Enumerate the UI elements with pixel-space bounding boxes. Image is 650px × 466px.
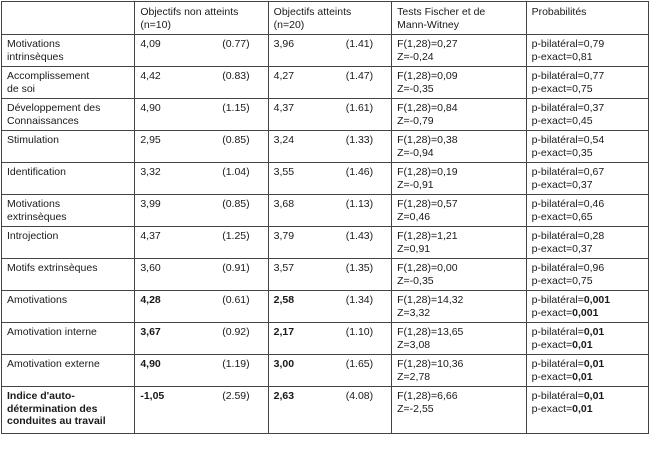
group-not-achieved-sd: (1.04) <box>222 166 250 178</box>
group-not-achieved-cell <box>135 195 268 227</box>
group-not-achieved-cell <box>135 131 268 163</box>
group-achieved-mean: 4,27 <box>273 70 295 82</box>
group-achieved-sd: (1.46) <box>345 166 374 178</box>
row-label <box>2 259 135 291</box>
group-achieved-mean: 2,58 <box>273 294 295 306</box>
p-bilateral: p-bilatéral=0,28 <box>531 230 605 242</box>
p-exact: p-exact=0,81 <box>531 50 593 63</box>
p-exact <box>532 339 644 352</box>
table-row <box>2 195 649 227</box>
group-not-achieved-mean: -1,05 <box>140 390 165 402</box>
group-achieved-sd: (1.61) <box>345 102 374 114</box>
p-exact: p-exact=0,65 <box>531 210 593 223</box>
group-not-achieved-cell <box>135 227 268 259</box>
z-statistic: Z=-0,91 <box>397 178 434 191</box>
row-label-line: Motifs extrinsèques <box>7 262 98 274</box>
row-label-line: Développement des <box>7 102 101 114</box>
group-not-achieved-mean: 4,90 <box>140 102 161 114</box>
table-row <box>2 99 649 131</box>
p-exact-value: 0,01 <box>572 402 593 415</box>
probabilities-cell <box>526 291 648 323</box>
row-label-line: intrinsèques <box>7 50 64 63</box>
group-not-achieved-cell <box>135 387 268 434</box>
f-statistic: F(1,28)=0,00 <box>397 262 458 274</box>
group-not-achieved-sd: (0.85) <box>222 134 250 146</box>
probabilities-cell <box>526 67 648 99</box>
header-tests-line1: Tests Fischer et de <box>397 6 486 18</box>
row-label <box>2 35 135 67</box>
p-exact: p-exact=0,37 <box>531 178 593 191</box>
f-statistic: F(1,28)=14,32 <box>397 294 464 306</box>
group-achieved-cell <box>268 323 391 355</box>
group-achieved-sd: (1.13) <box>345 198 374 210</box>
row-label-line: Stimulation <box>7 134 59 146</box>
p-bilateral <box>532 294 644 307</box>
p-bilateral-label: p-bilatéral= <box>531 294 584 306</box>
p-bilateral-value: 0,01 <box>583 358 605 370</box>
p-exact-value: 0,01 <box>572 370 593 383</box>
group-not-achieved-mean: 3,60 <box>140 262 161 274</box>
group-not-achieved-sd: (1.25) <box>222 230 250 242</box>
group-achieved-cell <box>268 227 391 259</box>
z-statistic: Z=-2,55 <box>397 402 434 415</box>
group-achieved-mean: 3,96 <box>273 38 295 50</box>
probabilities-cell <box>526 99 648 131</box>
group-not-achieved-mean: 4,28 <box>140 294 161 306</box>
group-not-achieved-mean: 3,32 <box>140 166 161 178</box>
header-row <box>2 2 649 35</box>
group-achieved-cell <box>268 35 391 67</box>
row-label-line: Connaissances <box>7 114 79 127</box>
row-label <box>2 195 135 227</box>
p-bilateral-label: p-bilatéral= <box>531 390 584 402</box>
tests-cell <box>392 67 526 99</box>
header-not-achieved <box>135 2 268 35</box>
p-exact-value: 0,01 <box>572 338 593 351</box>
group-not-achieved-sd: (0.92) <box>222 326 250 338</box>
row-label <box>2 291 135 323</box>
header-not-achieved-title: Objectifs non atteints <box>140 6 239 18</box>
group-achieved-cell <box>268 387 391 434</box>
tests-cell <box>392 99 526 131</box>
probabilities-cell <box>526 163 648 195</box>
p-exact: p-exact=0,75 <box>531 82 593 95</box>
probabilities-cell <box>526 35 648 67</box>
tests-cell <box>392 291 526 323</box>
group-not-achieved-sd: (0.61) <box>222 294 250 306</box>
table-row <box>2 131 649 163</box>
tests-cell <box>392 163 526 195</box>
row-label <box>2 163 135 195</box>
p-bilateral <box>532 390 644 403</box>
tests-cell <box>392 227 526 259</box>
group-not-achieved-cell <box>135 99 268 131</box>
p-exact <box>532 371 644 384</box>
group-not-achieved-mean: 3,99 <box>140 198 161 210</box>
probabilities-cell <box>526 259 648 291</box>
group-achieved-cell <box>268 131 391 163</box>
z-statistic: Z=-0,24 <box>397 50 434 63</box>
row-label-line: Introjection <box>7 230 59 242</box>
table-row <box>2 387 649 434</box>
results-table <box>1 1 649 434</box>
header-empty <box>2 2 135 35</box>
group-achieved-mean: 3,68 <box>273 198 295 210</box>
row-label-line: Motivations <box>7 198 61 210</box>
row-label-line: Amotivation externe <box>7 358 100 370</box>
row-label <box>2 227 135 259</box>
group-not-achieved-mean: 3,67 <box>140 326 161 338</box>
group-not-achieved-mean: 4,37 <box>140 230 161 242</box>
table-row <box>2 227 649 259</box>
p-exact <box>532 403 644 416</box>
row-label <box>2 67 135 99</box>
row-label <box>2 131 135 163</box>
z-statistic: Z=3,08 <box>397 338 431 351</box>
p-exact: p-exact=0,35 <box>531 146 593 159</box>
group-achieved-mean: 4,37 <box>273 102 295 114</box>
f-statistic: F(1,28)=1,21 <box>397 230 458 242</box>
f-statistic: F(1,28)=0,84 <box>397 102 458 114</box>
group-achieved-mean: 3,55 <box>273 166 295 178</box>
group-not-achieved-cell <box>135 163 268 195</box>
group-achieved-cell <box>268 355 391 387</box>
group-achieved-sd: (1.47) <box>345 70 374 82</box>
p-exact-label: p-exact= <box>531 402 573 415</box>
f-statistic: F(1,28)=0,27 <box>397 38 458 50</box>
group-not-achieved-sd: (0.85) <box>222 198 250 210</box>
row-label <box>2 323 135 355</box>
table-row <box>2 67 649 99</box>
group-not-achieved-sd: (0.91) <box>222 262 250 274</box>
group-achieved-sd: (1.43) <box>345 230 374 242</box>
group-not-achieved-mean: 4,09 <box>140 38 161 50</box>
z-statistic: Z=2,78 <box>397 370 431 383</box>
p-bilateral-value: 0,01 <box>583 390 605 402</box>
group-achieved-cell <box>268 195 391 227</box>
row-label-line: détermination des <box>7 402 98 415</box>
z-statistic: Z=-0,35 <box>397 274 434 287</box>
row-label-line: de soi <box>7 82 36 95</box>
group-not-achieved-mean: 2,95 <box>140 134 161 146</box>
group-achieved-sd: (1.65) <box>345 358 374 370</box>
group-achieved-mean: 3,57 <box>273 262 295 274</box>
p-bilateral: p-bilatéral=0,77 <box>531 70 605 82</box>
group-achieved-mean: 2,63 <box>273 390 295 402</box>
p-bilateral-value: 0,01 <box>583 326 605 338</box>
row-label-line: Identification <box>7 166 66 178</box>
table-row <box>2 35 649 67</box>
p-bilateral <box>532 326 644 339</box>
table-row <box>2 163 649 195</box>
p-bilateral-label: p-bilatéral= <box>531 358 584 370</box>
row-label-line: extrinsèques <box>7 210 67 223</box>
p-exact-label: p-exact= <box>531 370 573 383</box>
row-label <box>2 355 135 387</box>
table-row <box>2 259 649 291</box>
row-label-line: Amotivations <box>7 294 68 306</box>
probabilities-cell <box>526 323 648 355</box>
p-exact: p-exact=0,75 <box>531 274 593 287</box>
f-statistic: F(1,28)=0,19 <box>397 166 458 178</box>
group-achieved-sd: (1.41) <box>345 38 374 50</box>
row-label <box>2 99 135 131</box>
group-not-achieved-sd: (0.77) <box>222 38 250 50</box>
f-statistic: F(1,28)=0,09 <box>397 70 458 82</box>
f-statistic: F(1,28)=6,66 <box>397 390 458 402</box>
header-achieved-title: Objectifs atteints <box>273 6 352 18</box>
table-row <box>2 323 649 355</box>
table-body <box>2 35 649 434</box>
group-not-achieved-cell <box>135 355 268 387</box>
z-statistic: Z=0,91 <box>397 242 431 255</box>
f-statistic: F(1,28)=0,57 <box>397 198 458 210</box>
z-statistic: Z=-0,79 <box>397 114 434 127</box>
group-achieved-mean: 3,24 <box>273 134 295 146</box>
group-achieved-sd: (4.08) <box>345 390 374 402</box>
tests-cell <box>392 35 526 67</box>
f-statistic: F(1,28)=10,36 <box>397 358 464 370</box>
probabilities-cell <box>526 355 648 387</box>
tests-cell <box>392 131 526 163</box>
probabilities-cell <box>526 131 648 163</box>
probabilities-cell <box>526 195 648 227</box>
probabilities-cell <box>526 227 648 259</box>
p-exact-value: 0,001 <box>572 306 599 319</box>
p-bilateral-label: p-bilatéral= <box>531 326 584 338</box>
header-tests-line2: Mann-Witney <box>397 18 459 31</box>
row-label-line: Accomplissement <box>7 70 90 82</box>
row-label-line: Motivations <box>7 38 61 50</box>
group-achieved-cell <box>268 163 391 195</box>
probabilities-cell <box>526 387 648 434</box>
row-label <box>2 387 135 434</box>
p-bilateral: p-bilatéral=0,67 <box>531 166 605 178</box>
group-achieved-mean: 3,79 <box>273 230 295 242</box>
group-not-achieved-cell <box>135 35 268 67</box>
group-not-achieved-sd: (0.83) <box>222 70 250 82</box>
group-not-achieved-sd: (1.19) <box>222 358 250 370</box>
p-bilateral: p-bilatéral=0,37 <box>531 102 605 114</box>
f-statistic: F(1,28)=13,65 <box>397 326 464 338</box>
group-achieved-cell <box>268 99 391 131</box>
group-not-achieved-sd: (2.59) <box>222 390 250 402</box>
z-statistic: Z=-0,94 <box>397 146 434 159</box>
group-not-achieved-cell <box>135 323 268 355</box>
p-exact <box>532 307 644 320</box>
group-achieved-sd: (1.33) <box>345 134 374 146</box>
row-label-line: Amotivation interne <box>7 326 97 338</box>
group-achieved-sd: (1.34) <box>345 294 374 306</box>
group-not-achieved-cell <box>135 291 268 323</box>
p-exact: p-exact=0,45 <box>531 114 593 127</box>
f-statistic: F(1,28)=0,38 <box>397 134 458 146</box>
header-probabilities: Probabilités <box>526 2 648 35</box>
header-achieved <box>268 2 391 35</box>
group-achieved-cell <box>268 291 391 323</box>
p-bilateral <box>532 358 644 371</box>
tests-cell <box>392 355 526 387</box>
p-bilateral-value: 0,001 <box>583 294 611 306</box>
group-achieved-cell <box>268 259 391 291</box>
group-not-achieved-mean: 4,42 <box>140 70 161 82</box>
tests-cell <box>392 195 526 227</box>
z-statistic: Z=0,46 <box>397 210 431 223</box>
header-achieved-n: (n=20) <box>273 18 305 31</box>
group-achieved-mean: 2,17 <box>273 326 295 338</box>
table-row <box>2 291 649 323</box>
row-label-line: conduites au travail <box>7 415 106 427</box>
group-not-achieved-sd: (1.15) <box>222 102 250 114</box>
header-not-achieved-n: (n=10) <box>140 18 171 31</box>
group-not-achieved-cell <box>135 259 268 291</box>
p-bilateral: p-bilatéral=0,54 <box>531 134 605 146</box>
tests-cell <box>392 323 526 355</box>
p-exact-label: p-exact= <box>531 306 573 319</box>
p-exact-label: p-exact= <box>531 338 573 351</box>
p-bilateral: p-bilatéral=0,96 <box>531 262 605 274</box>
table-row <box>2 355 649 387</box>
group-achieved-sd: (1.35) <box>345 262 374 274</box>
group-achieved-mean: 3,00 <box>273 358 295 370</box>
group-achieved-cell <box>268 67 391 99</box>
p-exact: p-exact=0,37 <box>531 242 593 255</box>
p-bilateral: p-bilatéral=0,46 <box>531 198 605 210</box>
group-not-achieved-cell <box>135 67 268 99</box>
group-not-achieved-mean: 4,90 <box>140 358 161 370</box>
z-statistic: Z=3,32 <box>397 306 431 319</box>
tests-cell <box>392 387 526 434</box>
tests-cell <box>392 259 526 291</box>
row-label-line: Indice d'auto- <box>7 390 75 402</box>
header-tests <box>392 2 526 35</box>
group-achieved-sd: (1.10) <box>345 326 374 338</box>
z-statistic: Z=-0,35 <box>397 82 434 95</box>
p-bilateral: p-bilatéral=0,79 <box>531 38 605 50</box>
